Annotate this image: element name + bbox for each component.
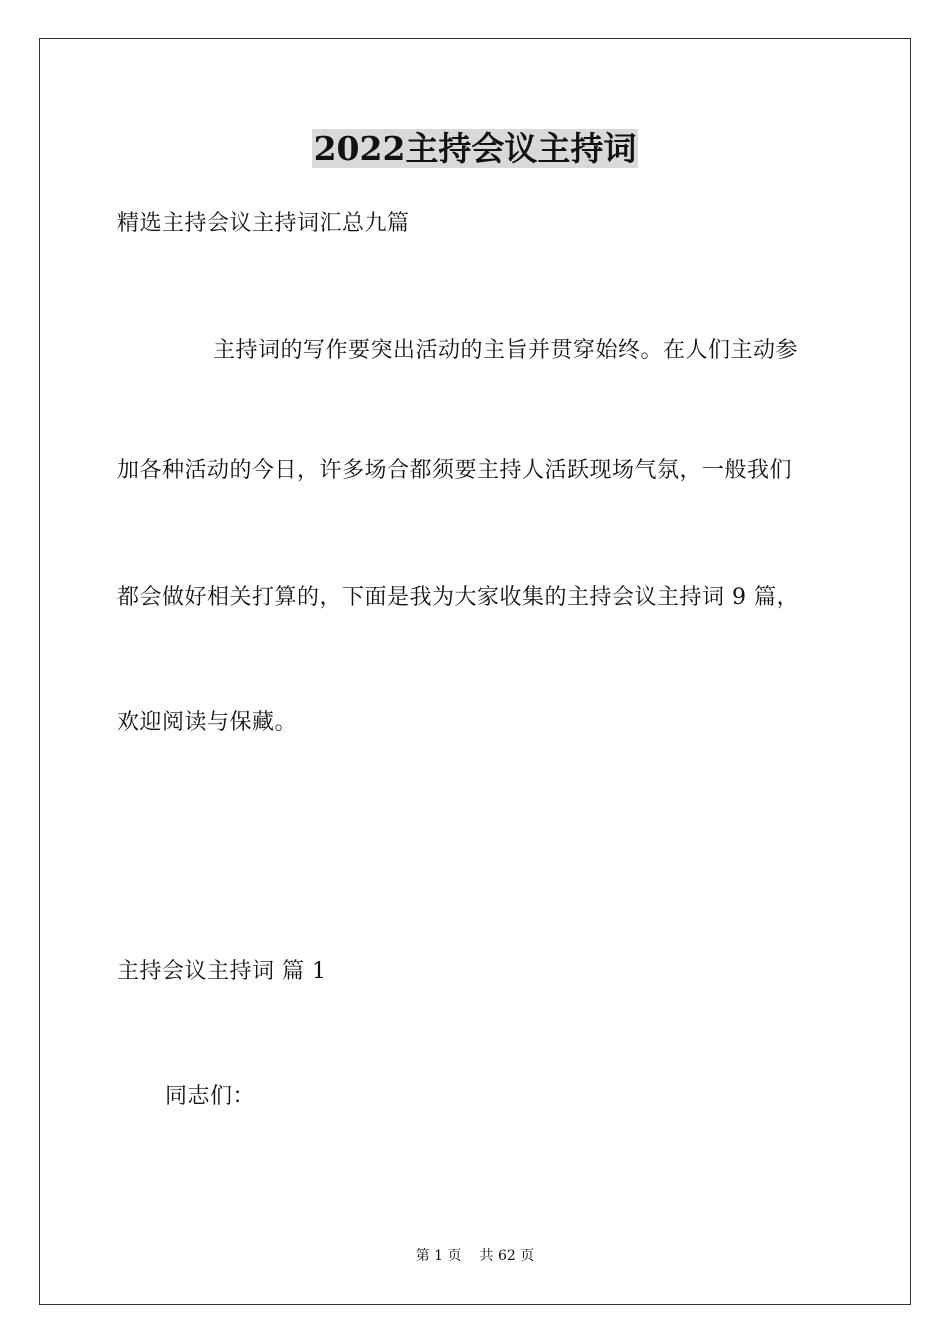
- section-heading: 主持会议主持词 篇 1: [117, 959, 327, 984]
- total-pages: 共 62 页: [479, 1248, 535, 1264]
- intro-line-4: 欢迎阅读与保藏。: [117, 710, 298, 735]
- salutation: 同志们：: [165, 1084, 256, 1109]
- page-footer: [0, 1247, 950, 1265]
- intro-line-2: 加各种活动的今日，许多场合都须要主持人活跃现场气氛，一般我们: [117, 458, 793, 483]
- document-title-text: 2022主持会议主持词: [313, 129, 637, 168]
- intro-line-3: 都会做好相关打算的，下面是我为大家收集的主持会议主持词 9 篇，: [117, 585, 799, 610]
- page-number: 第 1 页: [415, 1248, 462, 1264]
- document-title: [0, 128, 950, 170]
- document-subtitle: 精选主持会议主持词汇总九篇: [117, 211, 410, 236]
- intro-line-1: 主持词的写作要突出活动的主旨并贯穿始终。在人们主动参: [213, 338, 799, 363]
